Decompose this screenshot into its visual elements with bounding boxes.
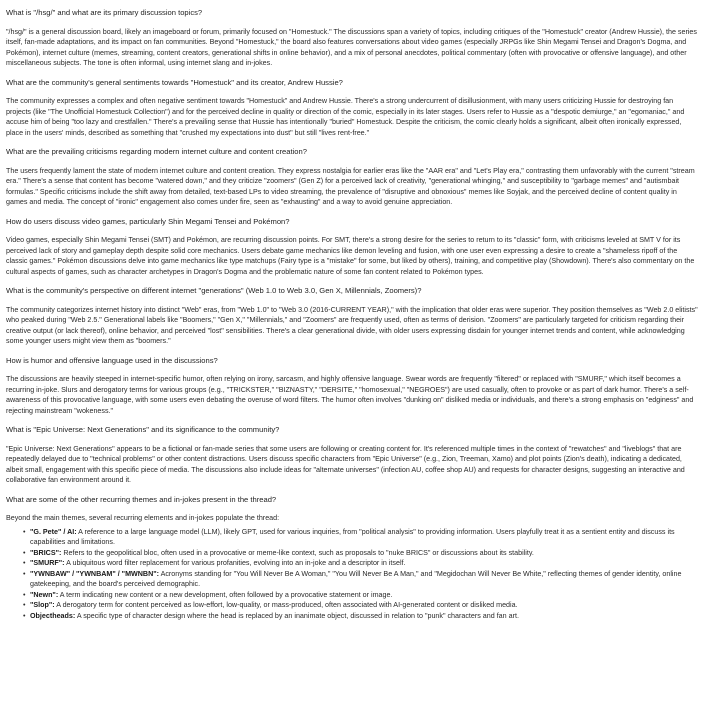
- list-item-term: "SMURF":: [30, 559, 65, 567]
- list-item-term: "BRICS":: [30, 548, 62, 557]
- answer-7: "Epic Universe: Next Generations" appears to be a fictional or fan-made series that some users are following or creating content for. It's referenced multiple times in the context of "rewatches" and "liveblogs" that are repeatedly delayed due to "technical problems" or other content distractions. Users discuss specific characters from "Epic Universe" (e.g., Zion, Treeman, Xamo) and plot points (Zion's death), indicating a dedicated, albeit small, engagement with this specific piece of media. The discussions also include ideas for "alternate universes" (infection AU, coffee shop AU) and requests for character designs, suggesting an interactive and collaborative fan environment around it.: [6, 444, 685, 484]
- answer-4: Video games, especially Shin Megami Tensei (SMT) and Pokémon, are recurring discussion points. For SMT, there's a strong desire for the series to return to its "classic" form, with criticisms leveled at SMT V for its perceived lack of story and gameplay depth despite solid core mechanics. Users debate game mechanics like demon leveling and fusion, with one user even expressing a desire to create a "shameless ripoff of the classic games." Pokémon discussions delve into game mechanics like type matchups (Fairy type is a "mistake" for some, but liked by others), training, and competitive play (Showdown). There's also commentary on the cultural aspects of games, such as character archetypes in Dragon's Dogma and the problematic nature of some fan content related to Pokémon types.: [6, 236, 695, 276]
- list-item-text: Refers to the geopolitical bloc, often used in a provocative or meme-like context, such as proposals to "nuke BRICS" or discussions about its stability.: [61, 548, 534, 557]
- list-item-text: A specific type of character design where the head is replaced by an inanimate object, discussed in relation to "punk" characters and fan art.: [75, 611, 519, 620]
- question-1: What is "/hsg/" and what are its primary discussion topics?: [6, 8, 203, 17]
- list-item-text: A reference to a large language model (LLM), likely GPT, used for various inquiries, from "political analysis" to providing information. Users playfully treat it as a sentient entity and discuss its capabilities and limitations.: [30, 527, 675, 546]
- answer-8-intro: Beyond the main themes, several recurring elements and in-jokes populate the thread:: [6, 514, 280, 522]
- list-item-text: A derogatory term for content perceived as low-effort, low-quality, or mass-produced, often associated with AI-generated content or disliked media.: [54, 601, 518, 609]
- list-item-text: Acronyms standing for "You Will Never Be A Woman," "You Will Never Be A Man," and "Megidochan Will Never Be White," reflecting themes of gender identity, online gatekeeping, and the board's perceived demographic.: [30, 569, 682, 588]
- list-item: [30, 611, 700, 622]
- list-item: [30, 558, 700, 569]
- list-item-text: A term indicating new content or a new development, often followed by a provocative statement or image.: [58, 590, 393, 599]
- list-item-term: "Slop":: [30, 601, 55, 609]
- answer-2: The community expresses a complex and often negative sentiment towards "Homestuck" and Andrew Hussie. There's a strong undercurrent of disillusionment, with many users criticizing Hussie for destroying fan projects (like "The Unofficial Homestuck Collection") and for the perceived decline in quality or direction of the comic, especially in its later stages. Users refer to Hussie as a "despotic demiurge," an "egomaniac," and accuse him of being "too lazy and crestfallen." There's a prevailing sense that Hussie has intentionally "buried" Homestuck. Despite the criticism, the comic clearly holds a significant, albeit often ironically expressed, place in the users' minds, described as something that "crushed my expectations into dust" but still "lives rent-free.": [6, 97, 685, 137]
- list-item: [30, 590, 700, 601]
- answer-1: "/hsg/" is a general discussion board, likely an imageboard or forum, primarily focused on "Homestuck." The discussions span a variety of topics, including critiques of the "Homestuck" creator (Andrew Hussie), the series itself, fan-made adaptations, and its impact on fan communities. Beyond "Homestuck," the board also features conversations about video games (especially JRPGs like Shin Megami Tensei and Dragon's Dogma, and Pokémon), internet culture (memes, streaming, content creators, generational shifts in online behavior), and a mix of personal anecdotes, political commentary (often with provocative or offensive language), and other miscellaneous subjects. The tone is often informal, using internet slang and in-jokes.: [6, 27, 697, 67]
- question-6: How is humor and offensive language used in the discussions?: [6, 355, 218, 365]
- answer-6: The discussions are heavily steeped in internet-specific humor, often relying on irony, sarcasm, and highly offensive language. Swear words are frequently "filtered" or replaced with "SMURF," which itself becomes a recurring in-joke. Slurs and derogatory terms for various groups (e.g., "TRICKSTER," "BIZNASTY," "DERSITE," "homosexual," "NEGROES") are used casually, often to provoke or as part of dark humor. There's a self-awareness of this provocative language, with some users even debating the overuse of word filters. The humor often involves "dunking on" disliked media or individuals, and there's a strong emphasis on "edginess" and rejecting mainstream "wokeness.": [6, 375, 694, 415]
- list-item: [30, 600, 700, 611]
- list-item: [30, 527, 700, 548]
- question-7: What is "Epic Universe: Next Generations" and its significance to the community?: [6, 425, 280, 434]
- list-item-text: A ubiquitous word filter replacement for various profanities, evolving into an in-joke and a descriptor in itself.: [64, 559, 406, 567]
- question-5: What is the community's perspective on different internet "generations" (Web 1.0 to Web 3.0, Gen X, Millennials, Zoomers)?: [6, 286, 422, 295]
- question-8: What are some of the other recurring themes and in-jokes present in the thread?: [6, 494, 277, 504]
- list-item-term: "YWNBAW" / "YWNBAM" / "MWNBN":: [30, 569, 159, 578]
- list-item-term: "G. Pete" / AI:: [30, 527, 77, 536]
- list-item: [30, 569, 700, 590]
- answer-3: The users frequently lament the state of modern internet culture and content creation. They express nostalgia for earlier eras like the "AAR era" and "Let's Play era," contrasting them unfavorably with the current "stream era." There's a sense that content has become "watered down," and they criticize "zoomers" (Gen Z) for a perceived lack of creativity, "generational whinging," and susceptibility to "garbage memes" and "autismbait formulas." Specific criticisms include the shift away from detailed, text-based LPs to video streaming, the prevalence of "disruptive and obnoxious" memes like Soyjak, and the perceived decline of content quality in games and media. The concept of "ironic" engagement also comes under fire, seen as "exhausting" and a way to avoid genuine appreciation.: [6, 166, 695, 206]
- in-joke-list: [6, 527, 700, 622]
- list-item-term: "Newn":: [30, 590, 59, 599]
- list-item-term: Objectheads:: [30, 611, 76, 620]
- question-3: What are the prevailing criticisms regarding modern internet culture and content creation?: [6, 147, 307, 156]
- list-item: [30, 548, 700, 559]
- question-4: How do users discuss video games, particularly Shin Megami Tensei and Pokémon?: [6, 216, 290, 226]
- question-2: What are the community's general sentiments towards "Homestuck" and its creator, Andrew Hussie?: [6, 77, 343, 87]
- answer-5: The community categorizes internet history into distinct "Web" eras, from "Web 1.0" to "Web 3.0 (2016-CURRENT YEAR)," with the implication that older eras were superior. They position themselves as "Web 2.0 elitists" who peaked during "Web 2.5." Generational labels like "Boomers," "Gen X," "Millennials," and "Zoomers" are frequently used, often as terms of derision. "Zoomers" are particularly targeted for criticism regarding their creative output (or lack thereof), online behavior, and perceived "lost" sensibilities. There's a clear generational divide, with older users expressing disdain for younger internet trends and content, while acknowledging some younger users might view them as "boomers.": [6, 305, 698, 345]
